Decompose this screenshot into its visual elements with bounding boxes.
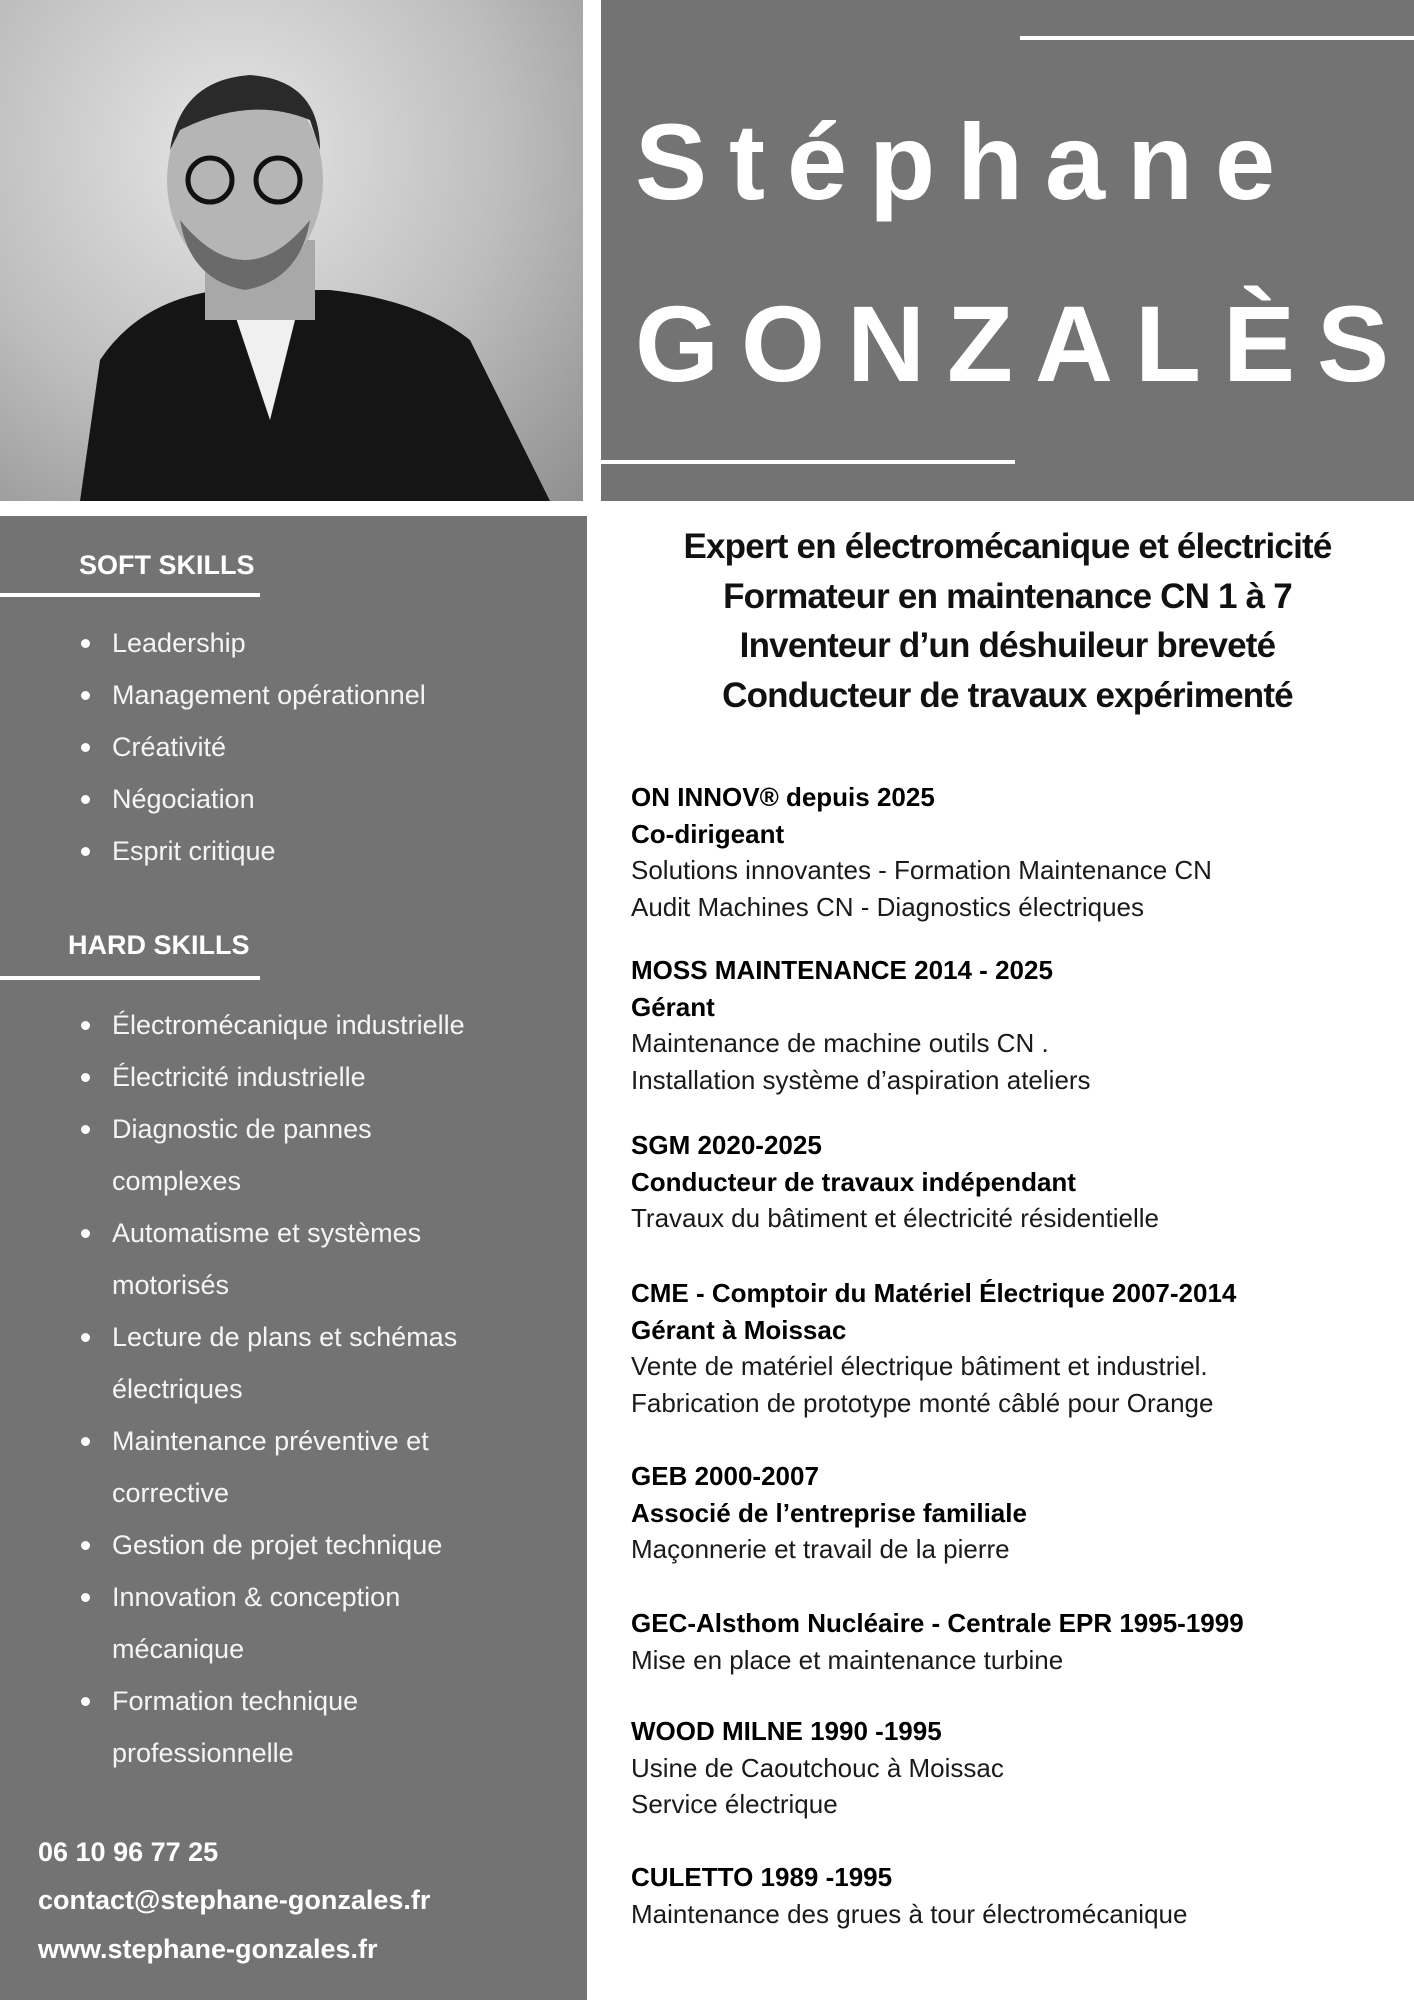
phone-number[interactable]: 06 10 96 77 25 xyxy=(38,1837,219,1867)
profile-photo xyxy=(0,0,583,501)
email-link[interactable]: contact@stephane-gonzales.fr xyxy=(38,1885,431,1915)
experience-entry xyxy=(631,952,1391,1098)
sidebar xyxy=(0,516,587,2000)
experience-entry xyxy=(631,1458,1391,1568)
soft-skills-heading: SOFT SKILLS xyxy=(79,550,255,580)
portrait-silhouette xyxy=(0,0,583,501)
skill-item: Esprit critique xyxy=(0,825,560,877)
skill-item: Automatisme et systèmes motorisés xyxy=(0,1207,560,1311)
hard-skills-list xyxy=(0,999,560,1779)
skill-item: Management opérationnel xyxy=(0,669,560,721)
soft-skills-list xyxy=(0,617,560,877)
experience-description: Audit Machines CN - Diagnostics électriques xyxy=(631,891,1144,922)
experience-description: Maintenance des grues à tour électromécanique xyxy=(631,1898,1188,1929)
headline-line: Inventeur d’un déshuileur breveté xyxy=(739,626,1276,665)
experience-description: Service électrique xyxy=(631,1789,838,1819)
experience-title: CULETTO 1989 -1995 xyxy=(631,1862,893,1892)
skill-item: Lecture de plans et schémas électriques xyxy=(0,1311,560,1415)
experience-title: GEC-Alsthom Nucléaire - Centrale EPR 1995-1999 xyxy=(631,1608,1244,1638)
skill-item: Innovation & conception mécanique xyxy=(0,1571,560,1675)
skill-item: Électromécanique industrielle xyxy=(0,999,560,1051)
experience-title: SGM 2020-2025 xyxy=(631,1130,822,1160)
skill-item: Électricité industrielle xyxy=(0,1051,560,1103)
experience-role: Conducteur de travaux indépendant xyxy=(631,1166,1076,1197)
skill-item: Formation technique professionnelle xyxy=(0,1675,560,1779)
experience-role: Associé de l’entreprise familiale xyxy=(631,1497,1027,1528)
experience-description: Solutions innovantes - Formation Maintenance CN xyxy=(631,855,1212,885)
hard-skills-underline xyxy=(0,976,260,980)
experience-title: ON INNOV® depuis 2025 xyxy=(631,782,935,812)
experience-description: Installation système d’aspiration ateliers xyxy=(631,1064,1091,1095)
soft-skills-underline xyxy=(0,593,260,597)
experience-description: Fabrication de prototype monté câblé pour Orange xyxy=(631,1387,1214,1418)
header-top-rule xyxy=(1020,36,1414,40)
experience-description: Vente de matériel électrique bâtiment et industriel. xyxy=(631,1351,1208,1381)
name-header xyxy=(601,0,1414,501)
website-link[interactable]: www.stephane-gonzales.fr xyxy=(38,1934,378,1964)
hard-skills-heading: HARD SKILLS xyxy=(68,930,250,960)
skill-item: Gestion de projet technique xyxy=(0,1519,560,1571)
headline xyxy=(601,522,1414,720)
experience-entry xyxy=(631,1605,1391,1678)
experience-title: MOSS MAINTENANCE 2014 - 2025 xyxy=(631,955,1053,985)
experience-description: Usine de Caoutchouc à Moissac xyxy=(631,1752,1004,1783)
experience-description: Travaux du bâtiment et électricité résidentielle xyxy=(631,1203,1159,1233)
skill-item: Leadership xyxy=(0,617,560,669)
headline-line: Formateur en maintenance CN 1 à 7 xyxy=(723,576,1292,616)
skill-item: Maintenance préventive et corrective xyxy=(0,1415,560,1519)
experience-entry xyxy=(631,1127,1391,1237)
last-name: GONZALÈS xyxy=(635,283,1412,404)
headline-line: Expert en électromécanique et électricité xyxy=(683,527,1332,566)
experience-description: Maçonnerie et travail de la pierre xyxy=(631,1534,1010,1564)
experience-role: Gérant xyxy=(631,991,715,1022)
experience-role: Co-dirigeant xyxy=(631,818,785,849)
experience-title: WOOD MILNE 1990 -1995 xyxy=(631,1716,942,1746)
skill-item: Négociation xyxy=(0,773,560,825)
experience-description: Mise en place et maintenance turbine xyxy=(631,1644,1064,1675)
header-bottom-rule xyxy=(601,460,1015,464)
headline-line: Conducteur de travaux expérimenté xyxy=(722,675,1293,715)
experience-title: GEB 2000-2007 xyxy=(631,1461,819,1491)
experience-title: CME - Comptoir du Matériel Électrique 2007-2014 xyxy=(631,1278,1237,1308)
experience-description: Maintenance de machine outils CN . xyxy=(631,1028,1049,1058)
skill-item: Créativité xyxy=(0,721,560,773)
experience-entry xyxy=(631,1713,1391,1823)
experience-entry xyxy=(631,1275,1391,1421)
skill-item: Diagnostic de pannes complexes xyxy=(0,1103,560,1207)
experience-role: Gérant à Moissac xyxy=(631,1314,847,1345)
experience-entry xyxy=(631,779,1391,925)
first-name: Stéphane xyxy=(635,101,1298,222)
experience-entry xyxy=(631,1859,1391,1932)
